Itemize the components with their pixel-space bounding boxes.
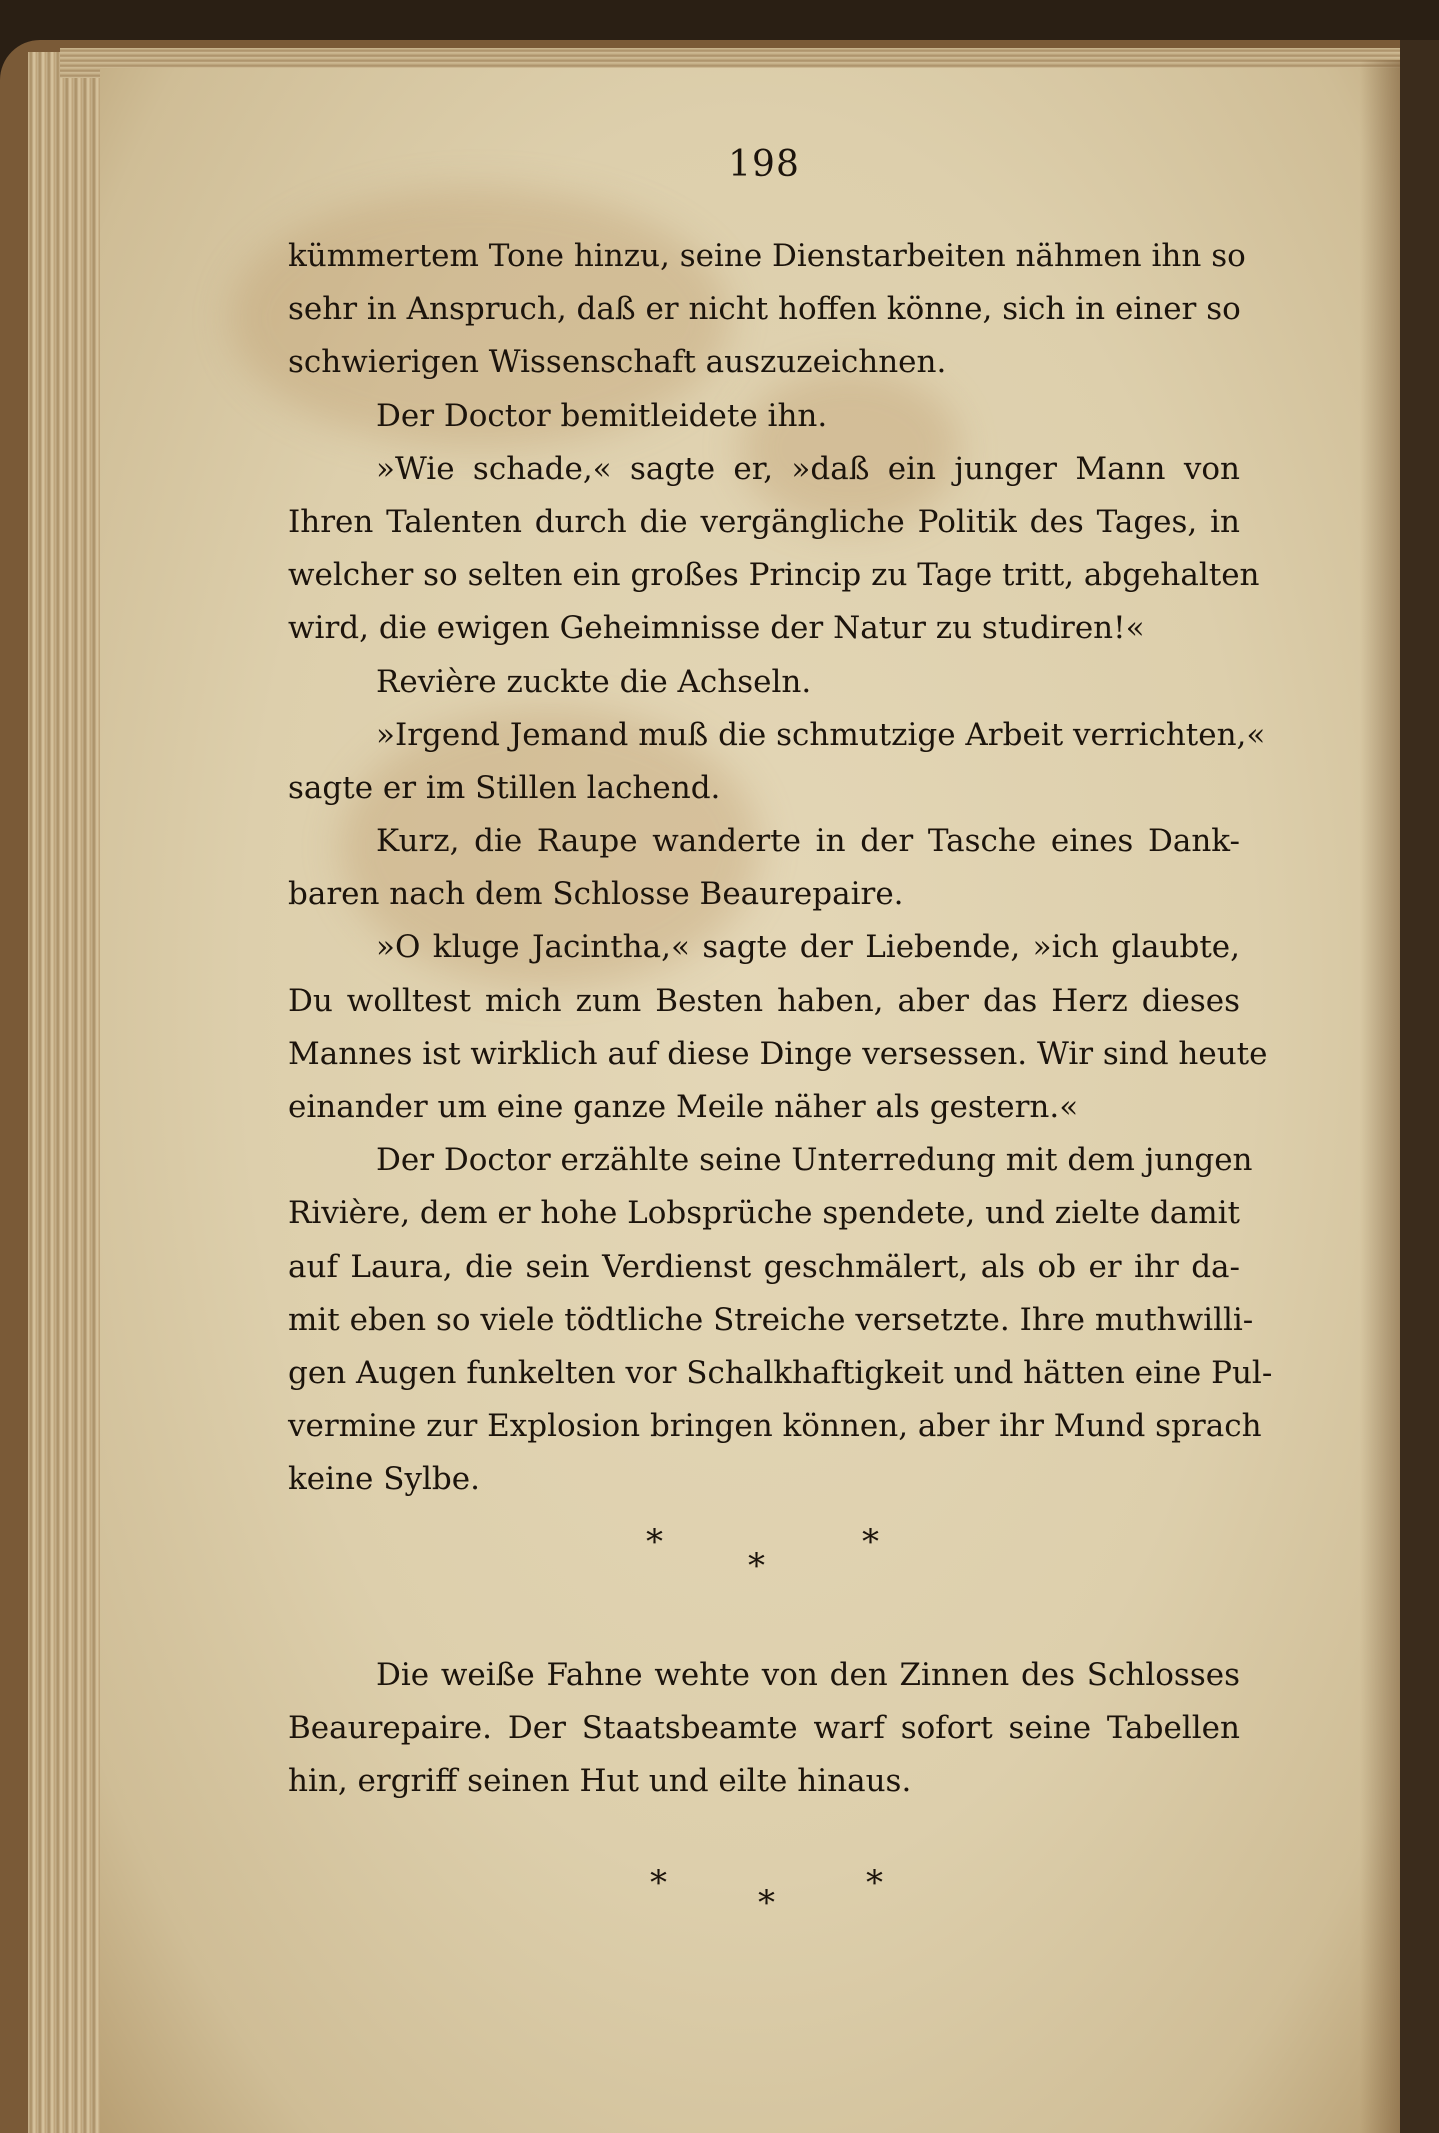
text-line: schwierigen Wissenschaft auszuzeichnen.	[288, 344, 947, 381]
text-line: »Irgend Jemand muß die schmutzige Arbeit verrichten,«	[376, 716, 1266, 753]
asterism-star: *	[862, 1521, 879, 1562]
asterism-separator	[288, 1507, 1240, 1627]
text-line: auf Laura, die sein Verdienst geschmälert, als ob er ihr da-	[288, 1248, 1240, 1285]
text-line: »Wie schade,« sagte er, »daß ein junger Mann von	[376, 450, 1240, 487]
text-line: mit eben so viele tödtliche Streiche versetzte. Ihre muthwilli-	[288, 1301, 1254, 1338]
text-block-section-two	[288, 1649, 1240, 1809]
text-line: Revière zuckte die Achseln.	[376, 663, 812, 700]
page-number: 198	[728, 144, 800, 185]
text-line: Der Doctor bemitleidete ihn.	[376, 397, 828, 434]
text-line: keine Sylbe.	[288, 1461, 480, 1498]
text-line: baren nach dem Schlosse Beaurepaire.	[288, 876, 904, 913]
text-line: Der Doctor erzählte seine Unterredung mit dem jungen	[376, 1142, 1253, 1179]
text-line: »O kluge Jacintha,« sagte der Liebende, »ich glaubte,	[376, 929, 1240, 966]
text-line: gen Augen funkelten vor Schalkhaftigkeit und hätten eine Pul-	[288, 1354, 1273, 1391]
text-line: Rivière, dem er hohe Lobsprüche spendete, und zielte damit	[288, 1195, 1240, 1232]
text-line: Die weiße Fahne wehte von den Zinnen des Schlosses	[376, 1656, 1240, 1693]
page-gutter-shadow	[1360, 60, 1400, 2133]
asterism-separator	[288, 1848, 1240, 1968]
text-line: Du wolltest mich zum Besten haben, aber das Herz dieses	[288, 982, 1240, 1019]
page-text	[288, 140, 1273, 1968]
text-line: wird, die ewigen Geheimnisse der Natur zu studiren!«	[288, 610, 1145, 647]
text-line: hin, ergriff seinen Hut und eilte hinaus.	[288, 1762, 912, 1799]
text-line: Beaurepaire. Der Staatsbeamte warf sofort seine Tabellen	[288, 1709, 1240, 1746]
text-line: Kurz, die Raupe wanderte in der Tasche eines Dank-	[376, 823, 1240, 860]
text-block-main	[288, 230, 1273, 1507]
asterism-star: *	[748, 1545, 765, 1586]
text-line: sehr in Anspruch, daß er nicht hoffen könne, sich in einer so	[288, 291, 1241, 328]
text-line: vermine zur Explosion bringen können, aber ihr Mund sprach	[288, 1408, 1262, 1445]
text-line: Mannes ist wirklich auf diese Dinge versessen. Wir sind heute	[288, 1035, 1268, 1072]
asterism-star: *	[646, 1521, 663, 1562]
text-line: einander um eine ganze Meile näher als gestern.«	[288, 1089, 1079, 1125]
text-line: Ihren Talenten durch die vergängliche Politik des Tages, in	[288, 503, 1240, 540]
asterism-star: *	[758, 1883, 775, 1924]
text-line: sagte er im Stillen lachend.	[288, 769, 721, 806]
right-edge-shadow	[1400, 40, 1439, 2133]
asterism-star: *	[650, 1863, 667, 1904]
text-line: welcher so selten ein großes Princip zu Tage tritt, abgehalten	[288, 557, 1260, 594]
asterism-star: *	[866, 1863, 883, 1904]
text-line: kümmertem Tone hinzu, seine Dienstarbeiten nähmen ihn so	[288, 238, 1246, 274]
